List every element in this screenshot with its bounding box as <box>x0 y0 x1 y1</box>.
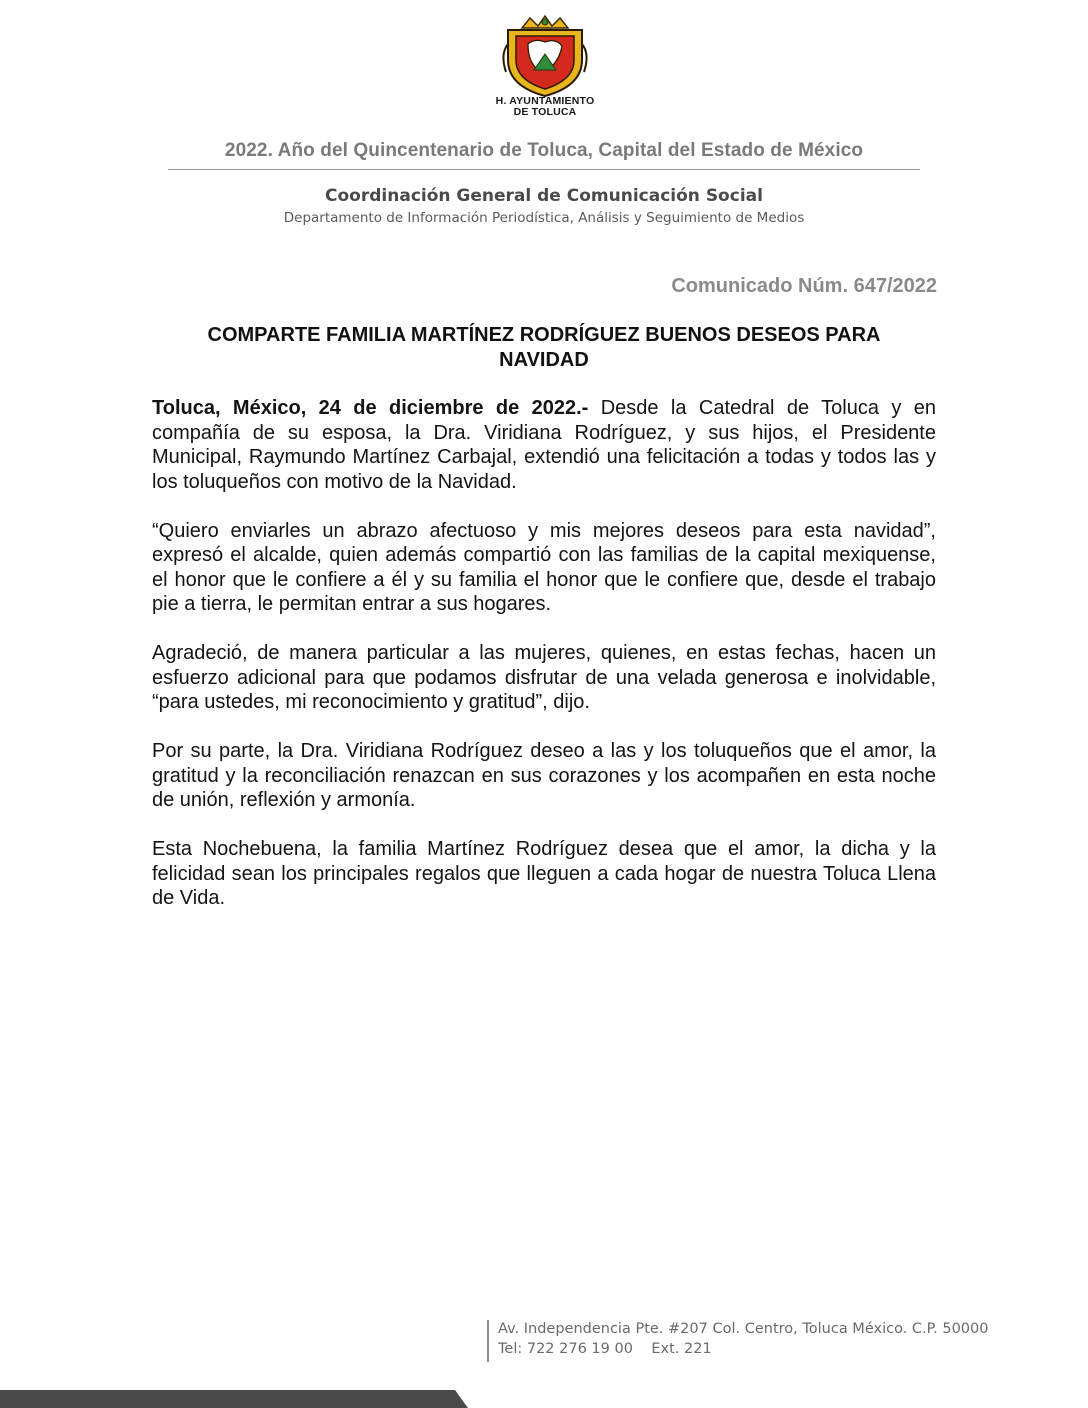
paragraph-2: “Quiero enviarles un abrazo afectuoso y mis mejores deseos para esta navidad”, expresó el alcalde, quien además compartió con las familias de la capital mexiquense, el honor que le confiere a él y su familia el honor que le confiere que, desde el trabajo pie a tierra, le permitan entrar a sus hogares. <box>152 519 936 615</box>
header-divider <box>168 169 920 170</box>
paragraph-3: Agradeció, de manera particular a las mujeres, quienes, en estas fechas, hacen un esfuerzo adicional para que podamos disfrutar de una velada generosa e inolvidable, “para ustedes, mi reconocimiento y gratitud”, dijo. <box>152 642 936 713</box>
paragraph-5: Esta Nochebuena, la familia Martínez Rodríguez desea que el amor, la dicha y la felicidad sean los principales regalos que lleguen a cada hogar de nuestra Toluca Llena de Vida. <box>152 838 936 909</box>
year-motto: 2022. Año del Quincentenario de Toluca, Capital del Estado de México <box>224 140 864 161</box>
headline <box>152 323 936 373</box>
bottom-decorative-band <box>0 1388 470 1408</box>
footer-phone: Tel: 722 276 19 00 Ext. 221 <box>498 1341 712 1357</box>
paragraph-4: Por su parte, la Dra. Viridiana Rodríguez deseo a las y los toluqueños que el amor, la gratitud y la reconciliación renazcan en sus corazones y los acompañen en esta noche de unión, reflexión y armonía. <box>152 740 936 811</box>
coordinacion-title: Coordinación General de Comunicación Social <box>325 186 763 206</box>
logo-caption <box>470 96 620 118</box>
paragraph-1-text: Desde la Catedral de Toluca y en compañía de su esposa, la Dra. Viridiana Rodríguez, y sus hijos, el Presidente Municipal, Raymundo Martínez Carbajal, extendió una felicitación a todas y todos las y los toluqueños con motivo de la Navidad. <box>152 397 936 493</box>
departamento-subtitle: Departamento de Información Periodística, Análisis y Seguimiento de Medios <box>283 210 805 226</box>
footer-address: Av. Independencia Pte. #207 Col. Centro, Toluca México. C.P. 50000 <box>498 1321 989 1337</box>
headline-line2: NAVIDAD <box>499 349 589 371</box>
footer-divider <box>487 1320 489 1362</box>
logo-caption-line1: H. AYUNTAMIENTO <box>495 95 595 107</box>
comunicado-number: Comunicado Núm. 647/2022 <box>671 275 937 297</box>
shield-icon <box>490 14 600 98</box>
press-release-body <box>152 396 936 935</box>
paragraph-1 <box>152 396 936 494</box>
dateline: Toluca, México, 24 de diciembre de 2022.- <box>152 397 589 419</box>
logo-caption-line2: DE TOLUCA <box>513 106 577 118</box>
headline-line1: COMPARTE FAMILIA MARTÍNEZ RODRÍGUEZ BUENOS DESEOS PARA <box>207 324 881 346</box>
